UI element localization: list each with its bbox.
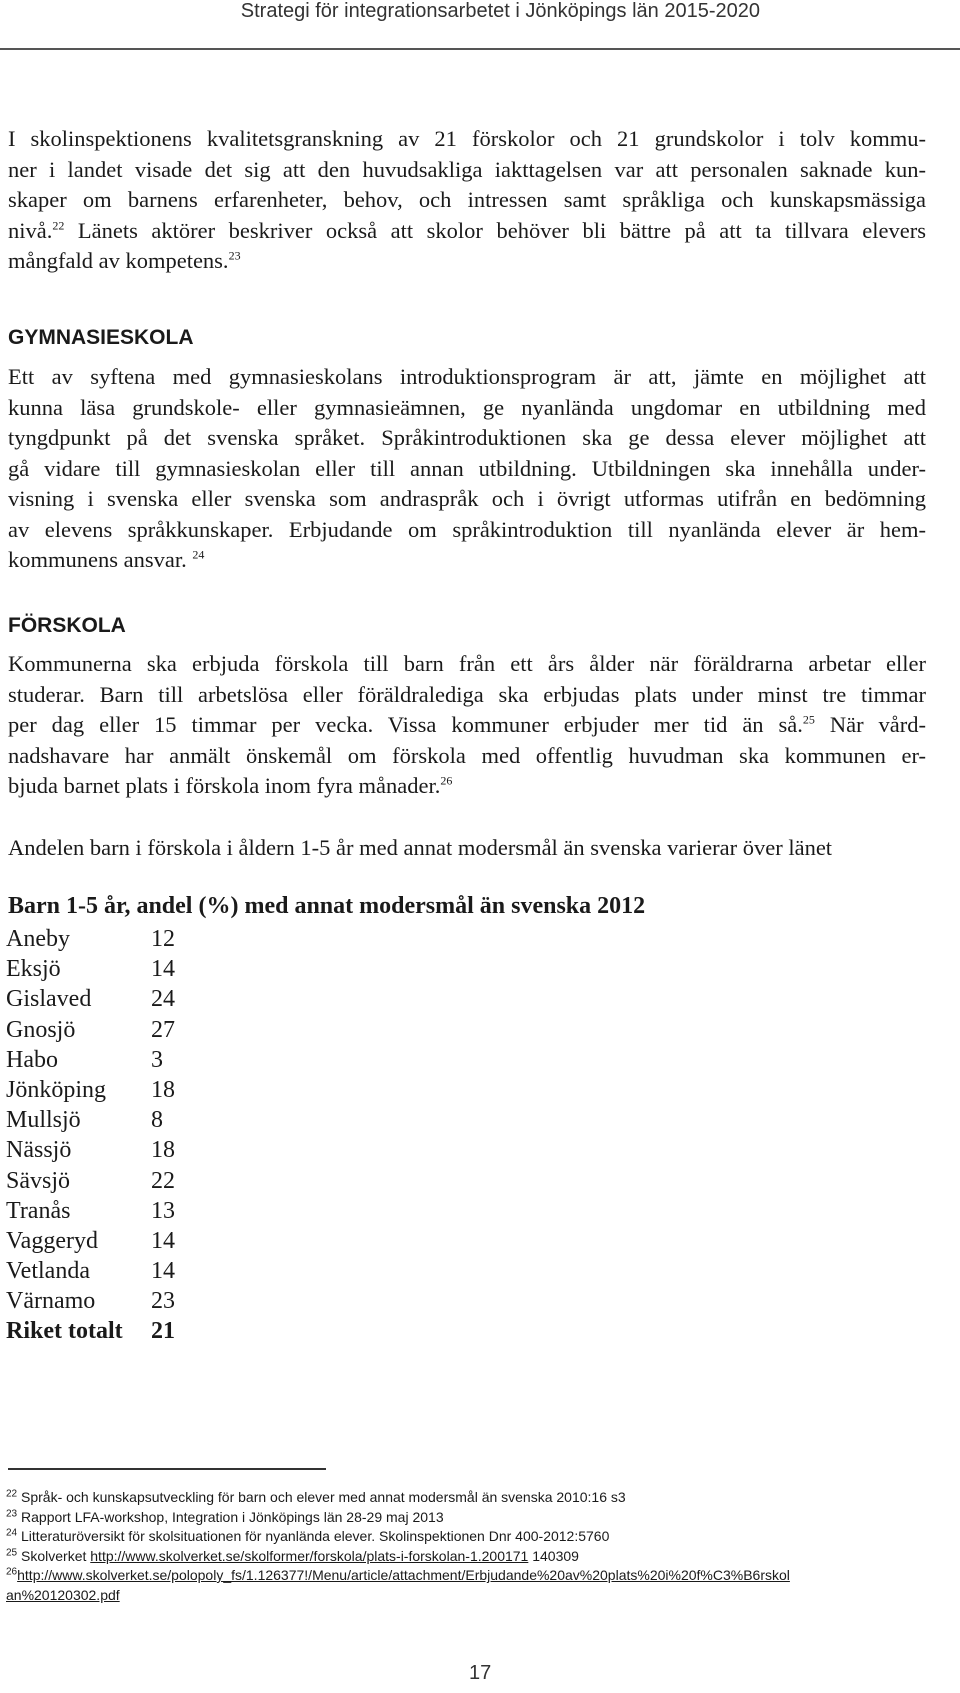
text-span: mångfald av kompetens. [8, 248, 229, 273]
footnote-ref: 26 [440, 773, 453, 788]
text-span: När vård- [814, 712, 926, 737]
row-name: Tranås [6, 1197, 71, 1224]
text-span: bjuda barnet plats i förskola inom fyra månader. [8, 773, 441, 798]
row-value: 14 [151, 1227, 175, 1254]
row-value: 3 [151, 1046, 163, 1073]
text-line: visning i svenska eller svenska som andraspråk och i övrigt utformas utifrån en bedömning [8, 486, 926, 511]
footnote-23 [6, 1508, 951, 1528]
row-name: Eksjö [6, 956, 61, 983]
row-value: 12 [151, 926, 175, 952]
row-value: 14 [151, 956, 175, 983]
intro-paragraph [8, 124, 926, 277]
header-divider [0, 48, 960, 50]
footnote-number: 26 [6, 1566, 18, 1578]
row-value: 8 [151, 1107, 163, 1134]
forskola-paragraph [8, 649, 926, 802]
row-name: Värnamo [6, 1288, 96, 1315]
table-title: Barn 1-5 år, andel (%) med annat modersmål än svenska 2012 [8, 893, 646, 919]
text-line: studerar. Barn till arbetslösa eller föräldralediga ska erbjudas plats under minst tre timmar [8, 681, 926, 707]
text-span: kommunens ansvar. [8, 547, 193, 572]
footnote-divider [8, 1468, 326, 1470]
footnote-link[interactable]: an%20120302.pdf [6, 1586, 120, 1603]
footnote-number: 24 [6, 1527, 18, 1539]
text-line: tyngdpunkt på det svenska språket. Språkintroduktionen ska ge dessa elever möjlighet att [8, 425, 926, 450]
footnote-text: Språk- och kunskapsutveckling för barn och elever med annat modersmål än svenska 2010:16 s3 [17, 1489, 626, 1505]
text-span: Länets aktörer beskriver också att skolor behöver bli bättre på att ta tillvara elevers [64, 217, 926, 243]
text-line [8, 545, 926, 576]
row-value: 22 [151, 1167, 175, 1194]
gymnasieskola-paragraph [8, 362, 926, 576]
footnote-ref: 23 [228, 248, 241, 263]
footnote-number: 22 [6, 1488, 18, 1500]
row-value: 23 [151, 1288, 175, 1315]
text-span: per dag eller 15 timmar per vecka. Vissa kommuner erbjuder mer tid än så. [8, 712, 803, 737]
text-line: skaper om barnens erfarenheter, behov, och intressen samt språkliga och kunskapsmässiga [8, 187, 926, 212]
footnote-number: 23 [6, 1507, 18, 1519]
text-line: I skolinspektionens kvalitetsgranskning av 21 förskolor och 21 grundskolor i tolv kommu- [8, 126, 926, 151]
footnote-text: Skolverket [17, 1547, 91, 1564]
text-line: ner i landet visade det sig att den huvudsakliga iakttagelsen var att personalen saknade kun- [8, 156, 926, 182]
row-value: 13 [151, 1197, 175, 1224]
footnote-text: Rapport LFA-workshop, Integration i Jönköpings län 28-29 maj 2013 [17, 1508, 444, 1525]
row-name: Jönköping [6, 1076, 107, 1103]
row-name: Gnosjö [6, 1016, 76, 1043]
text-line: av elevens språkkunskaper. Erbjudande om språkintroduktion till nyanlända elever är hem- [8, 516, 926, 542]
row-name: Aneby [6, 926, 70, 952]
footnote-24 [6, 1527, 951, 1547]
row-name: Gislaved [6, 986, 92, 1013]
footnote-26 [6, 1566, 951, 1586]
footnote-25 [6, 1547, 951, 1567]
footnote-link[interactable]: http://www.skolverket.se/skolformer/forskola/plats-i-forskolan-1.200171 [90, 1547, 529, 1564]
footnote-22 [6, 1488, 951, 1508]
page-number: 17 [469, 1662, 492, 1684]
row-name: Vaggeryd [6, 1227, 98, 1254]
row-value: 21 [151, 1318, 175, 1345]
text-span: nivå. [8, 217, 53, 243]
footnote-ref: 24 [192, 547, 205, 562]
text-line [8, 771, 926, 802]
row-value: 24 [151, 986, 175, 1013]
text-line: Kommunerna ska erbjuda förskola till barn från ett års ålder när föräldrarna arbetar eller [8, 651, 926, 676]
row-name: Sävsjö [6, 1167, 71, 1194]
row-value: 18 [151, 1076, 175, 1103]
footnote-ref: 25 [802, 712, 815, 727]
text-line [8, 246, 926, 277]
text-line [8, 710, 926, 741]
forskola-summary [8, 833, 926, 864]
text-line: nadshavare har anmält önskemål om förskola med offentlig huvudman ska kommunen er- [8, 742, 926, 768]
footnote-ref: 22 [52, 218, 65, 232]
row-value: 27 [151, 1016, 175, 1043]
footnote-link[interactable]: http://www.skolverket.se/polopoly_fs/1.126377!/Menu/article/attachment/Erbjudande%20av%20plats%20i%20f%C3%B6rskol [17, 1567, 790, 1583]
footnote-number: 25 [6, 1546, 18, 1558]
row-name: Nässjö [6, 1137, 72, 1164]
text-line: Andelen barn i förskola i åldern 1-5 år med annat modersmål än svenska varierar över länet [8, 835, 833, 860]
header-title: Strategi för integrationsarbetet i Jönköpings län 2015-2020 [240, 0, 760, 22]
section-heading-gymnasieskola: GYMNASIESKOLA [8, 326, 194, 349]
row-value: 18 [151, 1137, 175, 1164]
text-line: gå vidare till gymnasieskolan eller till annan utbildning. Utbildningen ska innehålla under- [8, 455, 926, 481]
text-line: Ett av syftena med gymnasieskolans introduktionsprogram är att, jämte en möjlighet att [8, 364, 926, 389]
row-name: Habo [6, 1046, 58, 1073]
section-heading-forskola: FÖRSKOLA [8, 614, 126, 637]
text-line [8, 216, 926, 247]
footnotes [6, 1488, 951, 1605]
page-header [0, 0, 960, 50]
row-name: Vetlanda [6, 1258, 90, 1285]
footnote-date: 140309 [528, 1547, 579, 1564]
row-name: Mullsjö [6, 1107, 81, 1134]
footnote-text: Litteraturöversikt för skolsituationen för nyanlända elever. Skolinspektionen Dnr 400-2012:5760 [17, 1528, 610, 1544]
text-line: kunna läsa grundskole- eller gymnasieämnen, ge nyanlända ungdomar en utbildning med [8, 394, 926, 420]
row-name: Riket totalt [6, 1318, 123, 1345]
row-value: 14 [151, 1258, 175, 1285]
footnote-26-continued [6, 1586, 951, 1606]
